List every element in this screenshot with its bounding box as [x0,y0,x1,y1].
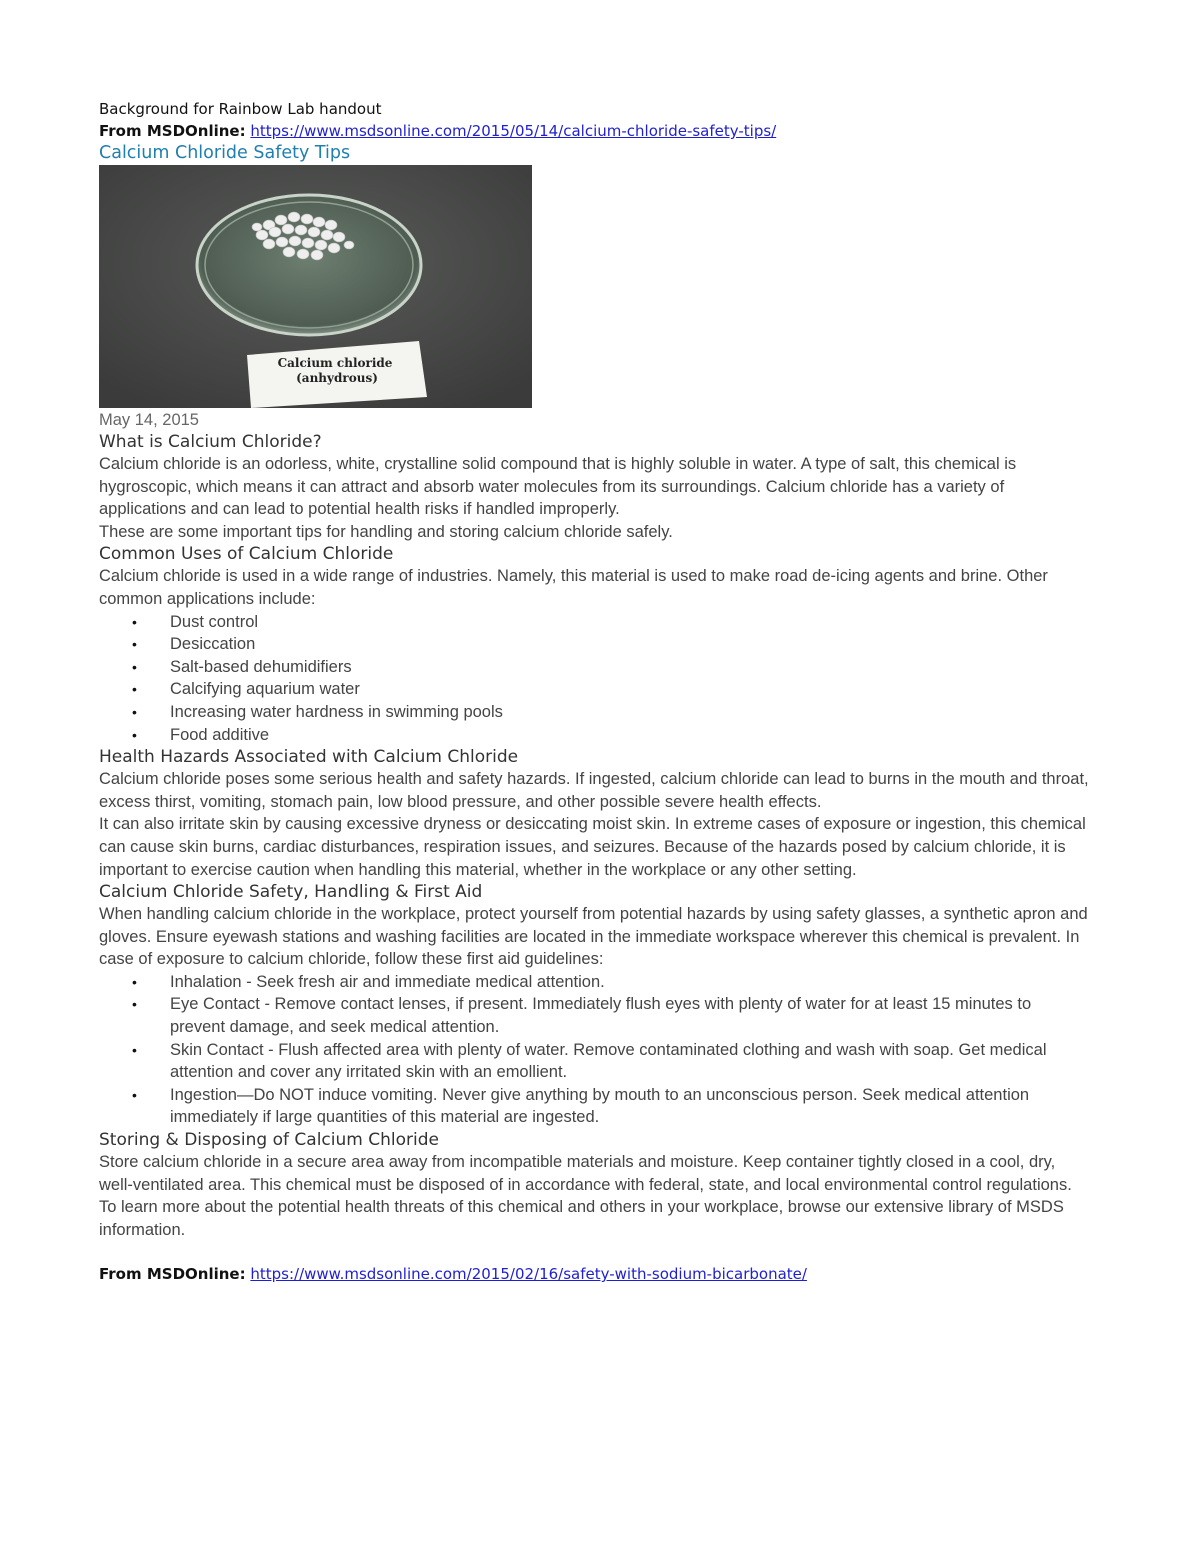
list-item: • Eye Contact - Remove contact lenses, if present. Immediately flush eyes with plenty of water for at least 15 minutes to prevent damage, and seek medical attention. [132,995,1032,1037]
source-link[interactable]: https://www.msdsonline.com/2015/05/14/calcium-chloride-safety-tips/ [250,122,777,140]
list-item: • Salt-based dehumidifiers [99,656,1089,679]
bullet-icon: • [132,726,137,743]
list-item: • Inhalation - Seek fresh air and immediate medical attention. [99,971,1089,994]
bullet-icon: • [132,658,137,675]
list-item: • Desiccation [99,633,1089,656]
paragraph: Calcium chloride is an odorless, white, crystalline solid compound that is highly soluble in water. A type of salt, this chemical is hygroscopic, which means it can attract and absorb water molecules from its surroundings. Calcium chloride has a variety of applications and can lead to potential health risks if handled improperly. [99,455,1017,519]
bullet-icon: • [132,1041,137,1058]
section-heading-safety: Calcium Chloride Safety, Handling & First Aid [99,882,483,903]
photo-label-line2: (anhydrous) [296,371,378,385]
footer-source-line [99,1263,1089,1285]
paragraph: When handling calcium chloride in the workplace, protect yourself from potential hazards by using safety glasses, a synthetic apron and gloves. Ensure eyewash stations and washing facilities are located in the immediate workspace wherever this chemical is prevalent. In case of exposure to calcium chloride, follow these first aid guidelines: [99,905,1088,969]
list-item: • Calcifying aquarium water [99,678,1089,701]
list-item: • Food additive [99,724,1089,747]
paragraph: Store calcium chloride in a secure area away from incompatible materials and moisture. Keep container tightly closed in a cool, dry, well-ventilated area. This chemical must be disposed of in accordance with federal, state, and local environmental control regulations. [99,1153,1072,1194]
bullet-icon: • [132,613,137,630]
footer-source-label: From MSDOnline: [99,1265,246,1284]
article-date: May 14, 2015 [99,411,199,429]
bullet-icon: • [132,703,137,720]
article-title: Calcium Chloride Safety Tips [99,143,351,163]
uses-list [99,611,1089,747]
handout-title: Background for Rainbow Lab handout [99,100,382,118]
bullet-icon: • [132,996,137,1013]
bullet-icon: • [132,1086,137,1103]
spacer [99,1241,1089,1263]
list-item: • Ingestion—Do NOT induce vomiting. Never give anything by mouth to an unconscious person. Seek medical attention immediately if large quantities of this material are ingested. [132,1085,1030,1127]
footer-source-link[interactable]: https://www.msdsonline.com/2015/02/16/safety-with-sodium-bicarbonate/ [250,1265,807,1284]
section-heading-storing: Storing & Disposing of Calcium Chloride [99,1130,439,1151]
first-aid-list [99,971,1089,1129]
document-page [99,98,1089,1285]
list-item: • Skin Contact - Flush affected area with plenty of water. Remove contaminated clothing and wash with soap. Get medical attention and cover any irritated skin with an emollient. [132,1040,1047,1082]
bullet-icon: • [132,636,137,653]
photo-label-line1: Calcium chloride [277,356,393,370]
paragraph: These are some important tips for handling and storing calcium chloride safely. [99,522,673,541]
section-heading-hazards: Health Hazards Associated with Calcium Chloride [99,747,519,768]
list-item: • Dust control [99,611,1089,634]
bullet-icon: • [132,973,137,990]
source-label: From MSDOnline: [99,122,246,140]
paragraph: Calcium chloride poses some serious health and safety hazards. If ingested, calcium chloride can lead to burns in the mouth and throat, excess thirst, vomiting, stomach pain, low blood pressure, and other possible severe health effects. [99,770,1089,811]
paragraph: To learn more about the potential health threats of this chemical and others in your workplace, browse our extensive library of MSDS information. [99,1198,1064,1239]
photo-image [99,165,532,408]
source-line [99,120,1089,142]
calcium-chloride-photo [99,165,532,408]
bullet-icon: • [132,681,137,698]
section-heading-what: What is Calcium Chloride? [99,432,322,452]
list-item: • Increasing water hardness in swimming pools [99,701,1089,724]
section-heading-uses: Common Uses of Calcium Chloride [99,544,394,565]
paragraph: Calcium chloride is used in a wide range of industries. Namely, this material is used to make road de-icing agents and brine. Other common applications include: [99,567,1048,608]
paragraph: It can also irritate skin by causing excessive dryness or desiccating moist skin. In extreme cases of exposure or ingestion, this chemical can cause skin burns, cardiac disturbances, respiration issues, and seizures. Because of the hazards posed by calcium chloride, it is important to exercise caution when handling this material, whether in the workplace or any other setting. [99,815,1086,879]
